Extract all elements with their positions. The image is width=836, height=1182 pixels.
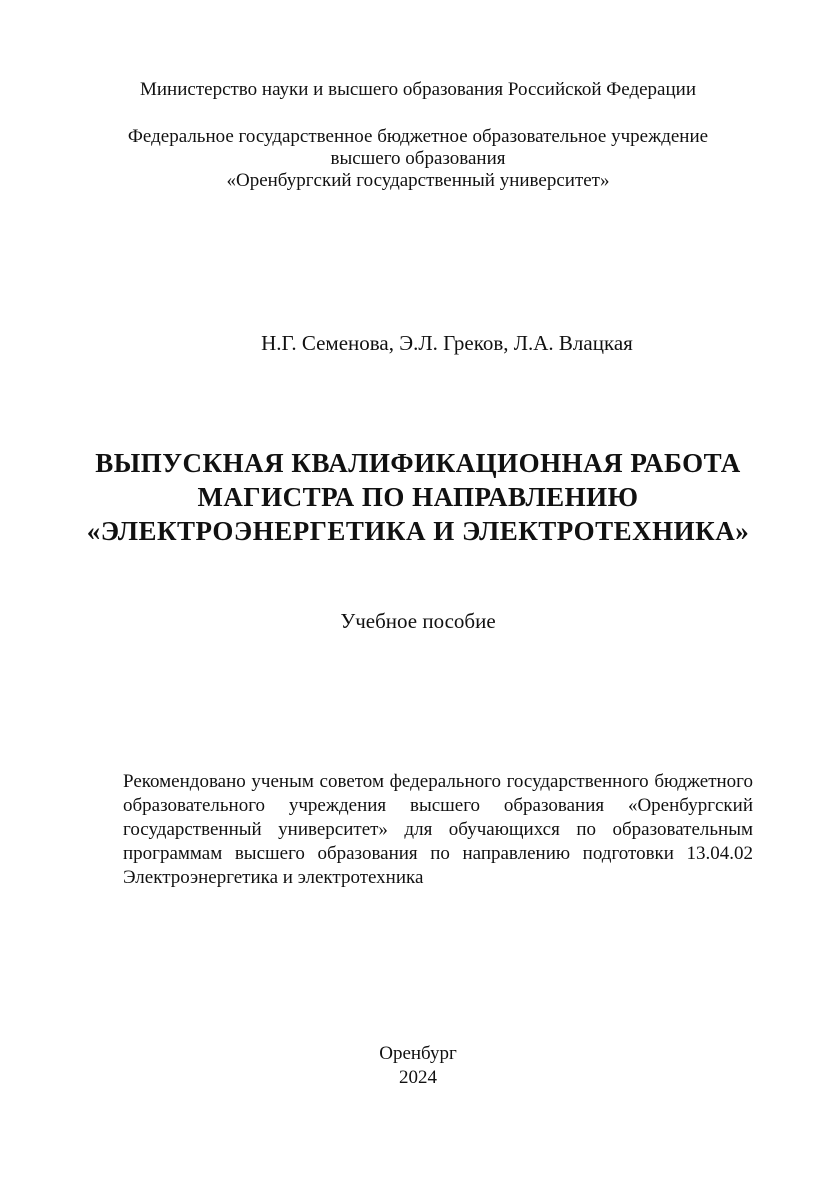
title-line: «ЭЛЕКТРОЭНЕРГЕТИКА И ЭЛЕКТРОТЕХНИКА» — [86, 516, 750, 546]
institution-line: «Оренбургский государственный университет» — [226, 170, 610, 191]
authors: Н.Г. Семенова, Э.Л. Греков, Л.А. Влацкая — [261, 331, 633, 355]
institution-line: Федеральное государственное бюджетное образовательное учреждение — [127, 126, 709, 147]
title-line: ВЫПУСКНАЯ КВАЛИФИКАЦИОННАЯ РАБОТА — [95, 448, 741, 478]
recommendation-text: Рекомендовано ученым советом федерального государственного бюджетного образовательного учреждения высшего образования «Оренбургский государственный университет» для обучающихся по образовательным программам высшего образования по направлению подготовки 13.04.02 Электроэнергетика и электротехника — [123, 771, 753, 888]
institution-heading — [0, 126, 836, 192]
publication-year: 2024 — [399, 1067, 437, 1088]
title-line: МАГИСТРА ПО НАПРАВЛЕНИЮ — [197, 482, 639, 512]
document-type: Учебное пособие — [340, 609, 496, 633]
publication-city: Оренбург — [379, 1043, 457, 1064]
document-title — [0, 446, 836, 548]
ministry-heading: Министерство науки и высшего образования Российской Федерации — [140, 79, 696, 100]
institution-line: высшего образования — [330, 148, 506, 169]
